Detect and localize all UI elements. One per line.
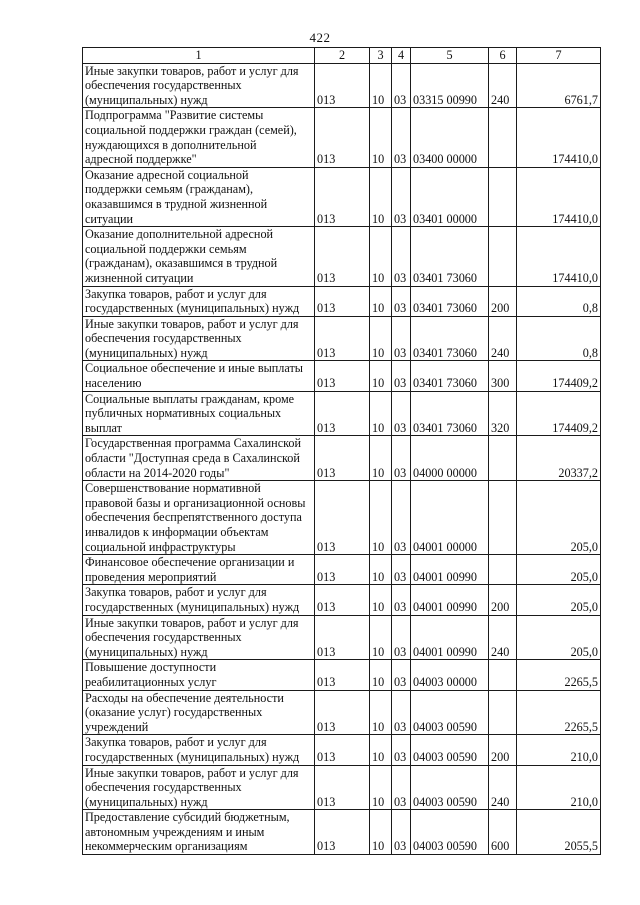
row-ministry-code: 013: [315, 555, 370, 585]
row-section: 10: [370, 690, 392, 735]
header-col-3: 3: [370, 48, 392, 64]
row-amount: 6761,7: [517, 63, 601, 108]
row-target-article: 03401 73060: [411, 361, 489, 391]
table-row: [83, 481, 601, 555]
row-ministry-code: 013: [315, 316, 370, 361]
row-target-article: 03315 00990: [411, 63, 489, 108]
row-amount: 174410,0: [517, 227, 601, 286]
row-subsection: 03: [392, 391, 411, 436]
row-subsection: 03: [392, 227, 411, 286]
row-expense-type: 240: [489, 316, 517, 361]
row-expense-type: 200: [489, 286, 517, 316]
row-ministry-code: 013: [315, 361, 370, 391]
row-subsection: 03: [392, 108, 411, 167]
row-ministry-code: 013: [315, 735, 370, 765]
row-section: 10: [370, 286, 392, 316]
row-ministry-code: 013: [315, 63, 370, 108]
row-name: Совершенствование нормативной правовой базы и организационной основы обеспечения беспрепятственного доступа инвалидов к информации объектам социальной инфраструктуры: [83, 481, 315, 555]
header-col-7: 7: [517, 48, 601, 64]
row-amount: 210,0: [517, 735, 601, 765]
row-ministry-code: 013: [315, 481, 370, 555]
row-expense-type: 200: [489, 585, 517, 615]
row-ministry-code: 013: [315, 660, 370, 690]
row-name: Иные закупки товаров, работ и услуг для обеспечения государственных (муниципальных) нужд: [83, 615, 315, 660]
row-ministry-code: 013: [315, 690, 370, 735]
row-amount: 174410,0: [517, 108, 601, 167]
table-row: [83, 810, 601, 855]
row-subsection: 03: [392, 660, 411, 690]
row-expense-type: 320: [489, 391, 517, 436]
row-amount: 174409,2: [517, 391, 601, 436]
row-section: 10: [370, 615, 392, 660]
header-col-1: 1: [83, 48, 315, 64]
row-target-article: 04001 00990: [411, 555, 489, 585]
row-name: Иные закупки товаров, работ и услуг для обеспечения государственных (муниципальных) нужд: [83, 316, 315, 361]
row-subsection: 03: [392, 615, 411, 660]
row-target-article: 03401 73060: [411, 286, 489, 316]
table-row: [83, 735, 601, 765]
table-row: [83, 660, 601, 690]
row-subsection: 03: [392, 735, 411, 765]
row-target-article: 03400 00000: [411, 108, 489, 167]
row-name: Закупка товаров, работ и услуг для государственных (муниципальных) нужд: [83, 286, 315, 316]
row-name: Предоставление субсидий бюджетным, автономным учреждениям и иным некоммерческим организациям: [83, 810, 315, 855]
row-target-article: 04001 00000: [411, 481, 489, 555]
row-ministry-code: 013: [315, 585, 370, 615]
row-amount: 210,0: [517, 765, 601, 810]
row-target-article: 03401 73060: [411, 316, 489, 361]
table-row: [83, 227, 601, 286]
row-name: Закупка товаров, работ и услуг для государственных (муниципальных) нужд: [83, 735, 315, 765]
row-subsection: 03: [392, 316, 411, 361]
row-amount: 2055,5: [517, 810, 601, 855]
row-name: Иные закупки товаров, работ и услуг для обеспечения государственных (муниципальных) нужд: [83, 765, 315, 810]
row-section: 10: [370, 227, 392, 286]
table-row: [83, 361, 601, 391]
row-amount: 0,8: [517, 316, 601, 361]
row-subsection: 03: [392, 361, 411, 391]
row-subsection: 03: [392, 585, 411, 615]
table-row: [83, 167, 601, 226]
budget-table: [82, 47, 601, 855]
row-name: Социальные выплаты гражданам, кроме публичных нормативных социальных выплат: [83, 391, 315, 436]
table-row: [83, 555, 601, 585]
row-section: 10: [370, 810, 392, 855]
table-row: [83, 286, 601, 316]
row-ministry-code: 013: [315, 615, 370, 660]
row-name: Государственная программа Сахалинской области "Доступная среда в Сахалинской области на 2014-2020 годы": [83, 436, 315, 481]
row-target-article: 04003 00590: [411, 690, 489, 735]
row-expense-type: [489, 227, 517, 286]
row-amount: 2265,5: [517, 660, 601, 690]
table-row: [83, 436, 601, 481]
row-ministry-code: 013: [315, 436, 370, 481]
row-expense-type: [489, 660, 517, 690]
table-row: [83, 63, 601, 108]
row-ministry-code: 013: [315, 286, 370, 316]
row-section: 10: [370, 765, 392, 810]
row-subsection: 03: [392, 765, 411, 810]
row-subsection: 03: [392, 167, 411, 226]
row-expense-type: 240: [489, 63, 517, 108]
row-subsection: 03: [392, 481, 411, 555]
row-expense-type: 200: [489, 735, 517, 765]
row-name: Расходы на обеспечение деятельности (оказание услуг) государственных учреждений: [83, 690, 315, 735]
row-name: Закупка товаров, работ и услуг для государственных (муниципальных) нужд: [83, 585, 315, 615]
row-expense-type: [489, 481, 517, 555]
row-ministry-code: 013: [315, 227, 370, 286]
row-ministry-code: 013: [315, 765, 370, 810]
row-target-article: 03401 73060: [411, 227, 489, 286]
table-header-row: [83, 48, 601, 64]
table-row: [83, 316, 601, 361]
row-subsection: 03: [392, 810, 411, 855]
row-target-article: 04003 00000: [411, 660, 489, 690]
table-row: [83, 108, 601, 167]
row-amount: 20337,2: [517, 436, 601, 481]
row-name: Финансовое обеспечение организации и проведения мероприятий: [83, 555, 315, 585]
row-amount: 205,0: [517, 615, 601, 660]
header-col-5: 5: [411, 48, 489, 64]
header-col-4: 4: [392, 48, 411, 64]
row-section: 10: [370, 585, 392, 615]
row-target-article: 04000 00000: [411, 436, 489, 481]
table-row: [83, 391, 601, 436]
row-amount: 205,0: [517, 585, 601, 615]
row-section: 10: [370, 361, 392, 391]
row-section: 10: [370, 63, 392, 108]
table-row: [83, 615, 601, 660]
row-amount: 2265,5: [517, 690, 601, 735]
row-target-article: 04003 00590: [411, 735, 489, 765]
row-name: Социальное обеспечение и иные выплаты населению: [83, 361, 315, 391]
row-name: Иные закупки товаров, работ и услуг для обеспечения государственных (муниципальных) нужд: [83, 63, 315, 108]
row-expense-type: 600: [489, 810, 517, 855]
table-row: [83, 690, 601, 735]
row-section: 10: [370, 436, 392, 481]
row-expense-type: [489, 690, 517, 735]
row-target-article: 04001 00990: [411, 585, 489, 615]
row-ministry-code: 013: [315, 810, 370, 855]
row-amount: 174410,0: [517, 167, 601, 226]
row-ministry-code: 013: [315, 391, 370, 436]
header-col-6: 6: [489, 48, 517, 64]
row-expense-type: 240: [489, 615, 517, 660]
row-amount: 205,0: [517, 555, 601, 585]
row-amount: 205,0: [517, 481, 601, 555]
row-amount: 174409,2: [517, 361, 601, 391]
row-section: 10: [370, 481, 392, 555]
row-section: 10: [370, 660, 392, 690]
row-expense-type: [489, 436, 517, 481]
row-subsection: 03: [392, 436, 411, 481]
table-row: [83, 585, 601, 615]
row-expense-type: [489, 555, 517, 585]
row-section: 10: [370, 555, 392, 585]
row-expense-type: [489, 167, 517, 226]
row-subsection: 03: [392, 690, 411, 735]
row-section: 10: [370, 391, 392, 436]
row-target-article: 03401 00000: [411, 167, 489, 226]
row-section: 10: [370, 735, 392, 765]
page-number: 422: [309, 30, 331, 45]
row-target-article: 04003 00590: [411, 765, 489, 810]
row-name: Повышение доступности реабилитационных услуг: [83, 660, 315, 690]
row-target-article: 04001 00990: [411, 615, 489, 660]
table-row: [83, 765, 601, 810]
row-ministry-code: 013: [315, 167, 370, 226]
row-subsection: 03: [392, 286, 411, 316]
row-section: 10: [370, 108, 392, 167]
row-subsection: 03: [392, 555, 411, 585]
row-name: Оказание дополнительной адресной социальной поддержки семьям (гражданам), оказавшимся в трудной жизненной ситуации: [83, 227, 315, 286]
header-col-2: 2: [315, 48, 370, 64]
row-target-article: 04003 00590: [411, 810, 489, 855]
row-ministry-code: 013: [315, 108, 370, 167]
row-name: Подпрограмма "Развитие системы социальной поддержки граждан (семей), нуждающихся в дополнительной адресной поддержке": [83, 108, 315, 167]
row-section: 10: [370, 316, 392, 361]
row-section: 10: [370, 167, 392, 226]
row-subsection: 03: [392, 63, 411, 108]
row-name: Оказание адресной социальной поддержки семьям (гражданам), оказавшимся в трудной жизненной ситуации: [83, 167, 315, 226]
row-expense-type: 300: [489, 361, 517, 391]
row-target-article: 03401 73060: [411, 391, 489, 436]
row-expense-type: [489, 108, 517, 167]
row-amount: 0,8: [517, 286, 601, 316]
row-expense-type: 240: [489, 765, 517, 810]
